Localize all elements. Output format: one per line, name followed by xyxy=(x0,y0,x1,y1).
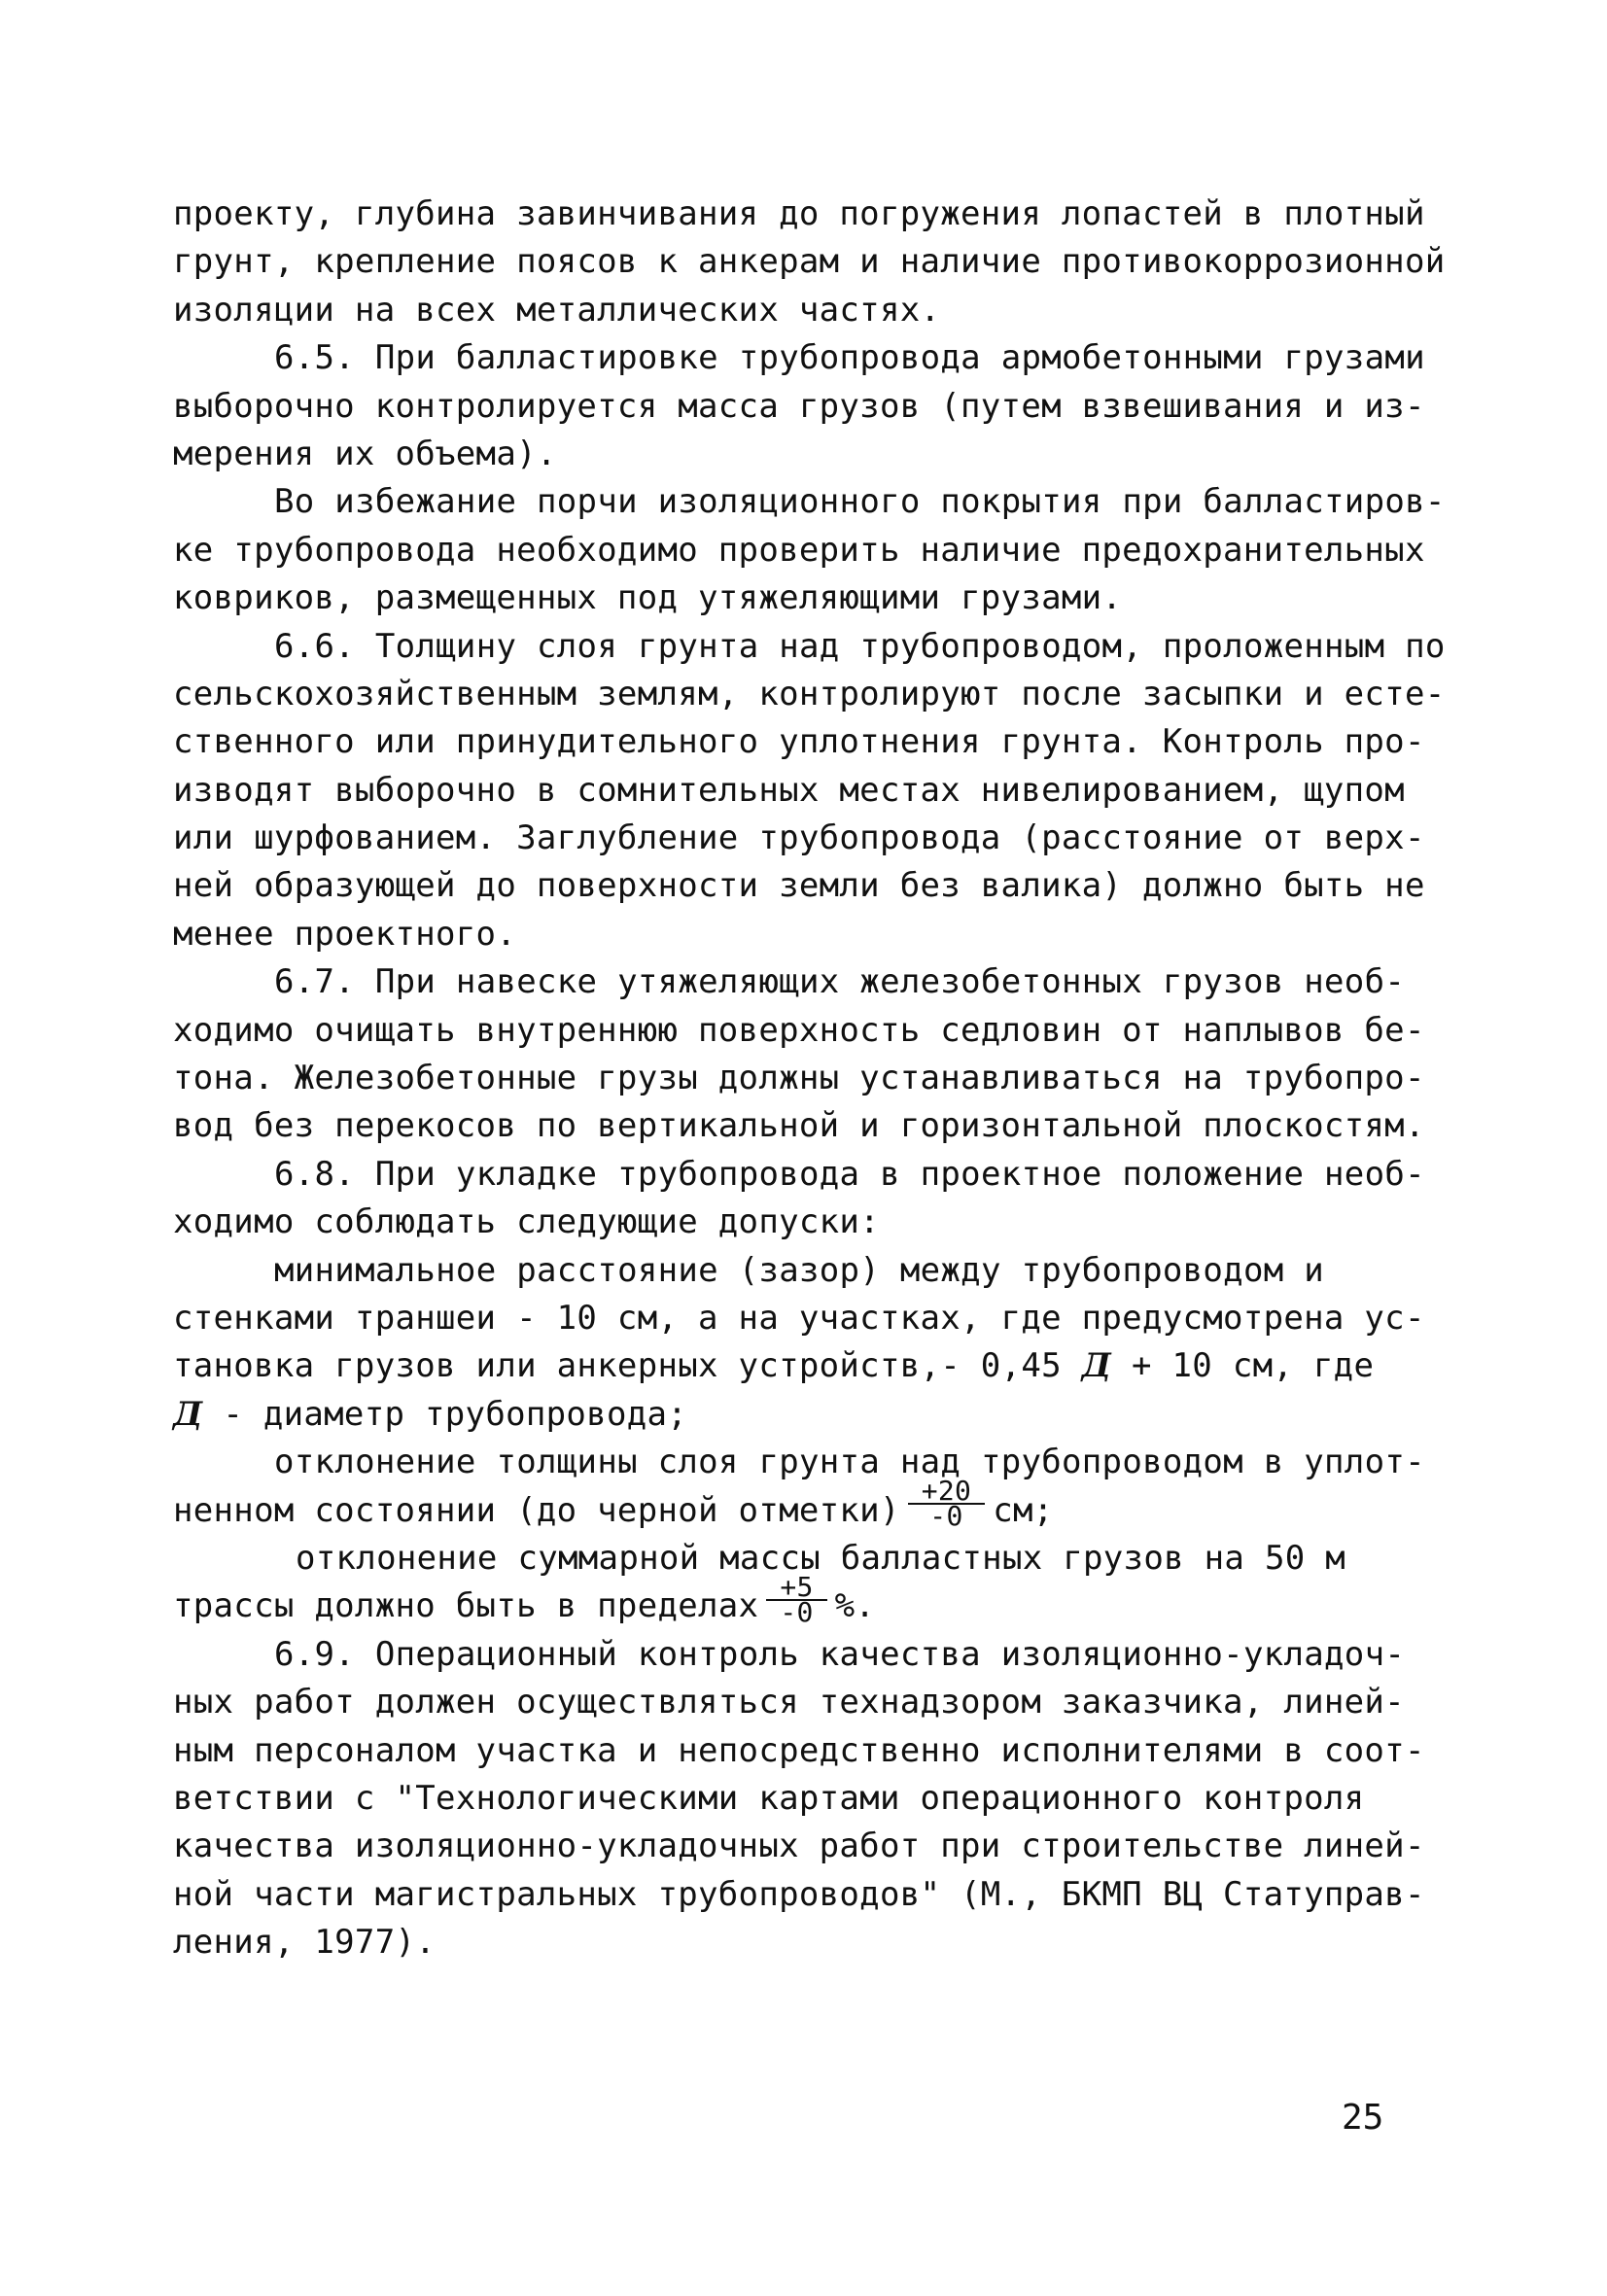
text-line-with-symbol xyxy=(173,1342,1437,1390)
page-number: 25 xyxy=(1342,2098,1384,2138)
text-fragment: %. xyxy=(834,1586,876,1626)
text-line: ным персоналом участка и непосредственно исполнителями в соот- xyxy=(173,1730,1425,1770)
fraction-numerator: +5 xyxy=(766,1576,826,1601)
text-line: ления, 1977). xyxy=(173,1923,437,1963)
text-line-with-fraction xyxy=(173,1475,1437,1535)
text-fragment: - диаметр трубопровода; xyxy=(202,1394,688,1434)
text-line: грунт, крепление поясов к анкерам и наличие противокоррозионной xyxy=(173,242,1446,282)
text-line: ственного или принудительного уплотнения грунта. Контроль про- xyxy=(173,722,1425,762)
text-line: выборочно контролируется масса грузов (путем взвешивания и из- xyxy=(173,386,1425,426)
text-line-with-fraction xyxy=(173,1570,1437,1630)
diameter-symbol: Д xyxy=(173,1394,203,1434)
text-line: проекту, глубина завинчивания до погружения лопастей в плотный xyxy=(173,194,1425,233)
section-6-8-start: 6.8. При укладке трубопровода в проектное положение необ- xyxy=(274,1154,1425,1194)
section-6-7-start: 6.7. При навеске утяжеляющих железобетонных грузов необ- xyxy=(274,962,1406,1002)
tolerance-fraction xyxy=(908,1475,985,1533)
text-line: ных работ должен осуществляться технадзором заказчика, линей- xyxy=(173,1683,1405,1722)
text-line-with-symbol xyxy=(173,1391,1437,1439)
text-line: мерения их объема). xyxy=(173,434,557,473)
text-fragment: см; xyxy=(993,1490,1054,1530)
diameter-symbol: Д xyxy=(1081,1346,1112,1386)
text-line: изводят выборочно в сомнительных местах нивелированием, щупом xyxy=(173,770,1405,810)
section-6-5-start: 6.5. При балластировке трубопровода армобетонными грузами xyxy=(274,338,1425,378)
text-line: ной части магистральных трубопроводов" (М., БКМП ВЦ Статуправ- xyxy=(173,1874,1425,1914)
text-line: минимальное расстояние (зазор) между трубопроводом и xyxy=(274,1250,1325,1290)
text-fragment: + 10 см, где xyxy=(1111,1346,1375,1386)
body-text xyxy=(173,191,1446,1966)
fraction-denominator: -0 xyxy=(929,1500,963,1533)
text-line: ней образующей до поверхности земли без валика) должно быть не xyxy=(173,866,1425,906)
text-line: ходимо соблюдать следующие допуски: xyxy=(173,1202,880,1242)
text-line: стенками траншеи - 10 см, а на участках, где предусмотрена ус- xyxy=(173,1298,1425,1338)
text-line: или шурфованием. Заглубление трубопровода (расстояние от верх- xyxy=(173,818,1425,858)
text-fragment: тановка грузов или анкерных устройств,- 0,45 xyxy=(173,1346,1062,1386)
text-line: качества изоляционно-укладочных работ при строительстве линей- xyxy=(173,1826,1425,1866)
section-6-6-start: 6.6. Толщину слоя грунта над трубопроводом, проложенным по xyxy=(274,626,1446,666)
fraction-numerator: +20 xyxy=(908,1479,985,1505)
text-line: сельскохозяйственным землям, контролируют после засыпки и есте- xyxy=(173,674,1446,713)
text-fragment: ненном состоянии (до черной отметки) xyxy=(173,1490,900,1530)
text-line: ке трубопровода необходимо проверить наличие предохранительных xyxy=(173,530,1425,570)
section-6-9-start: 6.9. Операционный контроль качества изоляционно-укладоч- xyxy=(274,1634,1406,1674)
text-line: изоляции на всех металлических частях. xyxy=(173,290,941,330)
text-line: отклонение толщины слоя грунта над трубопроводом в уплот- xyxy=(274,1443,1425,1482)
paragraph-start: Во избежание порчи изоляционного покрытия при балластиров- xyxy=(274,482,1446,522)
text-fragment: трассы должно быть в пределах xyxy=(173,1586,759,1626)
tolerance-fraction xyxy=(766,1570,826,1628)
text-line: ковриков, размещенных под утяжеляющими грузами. xyxy=(173,578,1123,618)
text-line: тона. Железобетонные грузы должны устанавливаться на трубопро- xyxy=(173,1059,1425,1098)
text-line: вод без перекосов по вертикальной и горизонтальной плоскостям. xyxy=(173,1106,1425,1146)
text-line: ходимо очищать внутреннюю поверхность седловин от наплывов бе- xyxy=(173,1010,1425,1050)
text-line: ветствии с "Технологическими картами операционного контроля xyxy=(173,1778,1365,1818)
fraction-denominator: -0 xyxy=(780,1595,814,1628)
text-line: менее проектного. xyxy=(173,914,517,954)
text-line: отклонение суммарной массы балластных грузов на 50 м xyxy=(296,1538,1346,1578)
